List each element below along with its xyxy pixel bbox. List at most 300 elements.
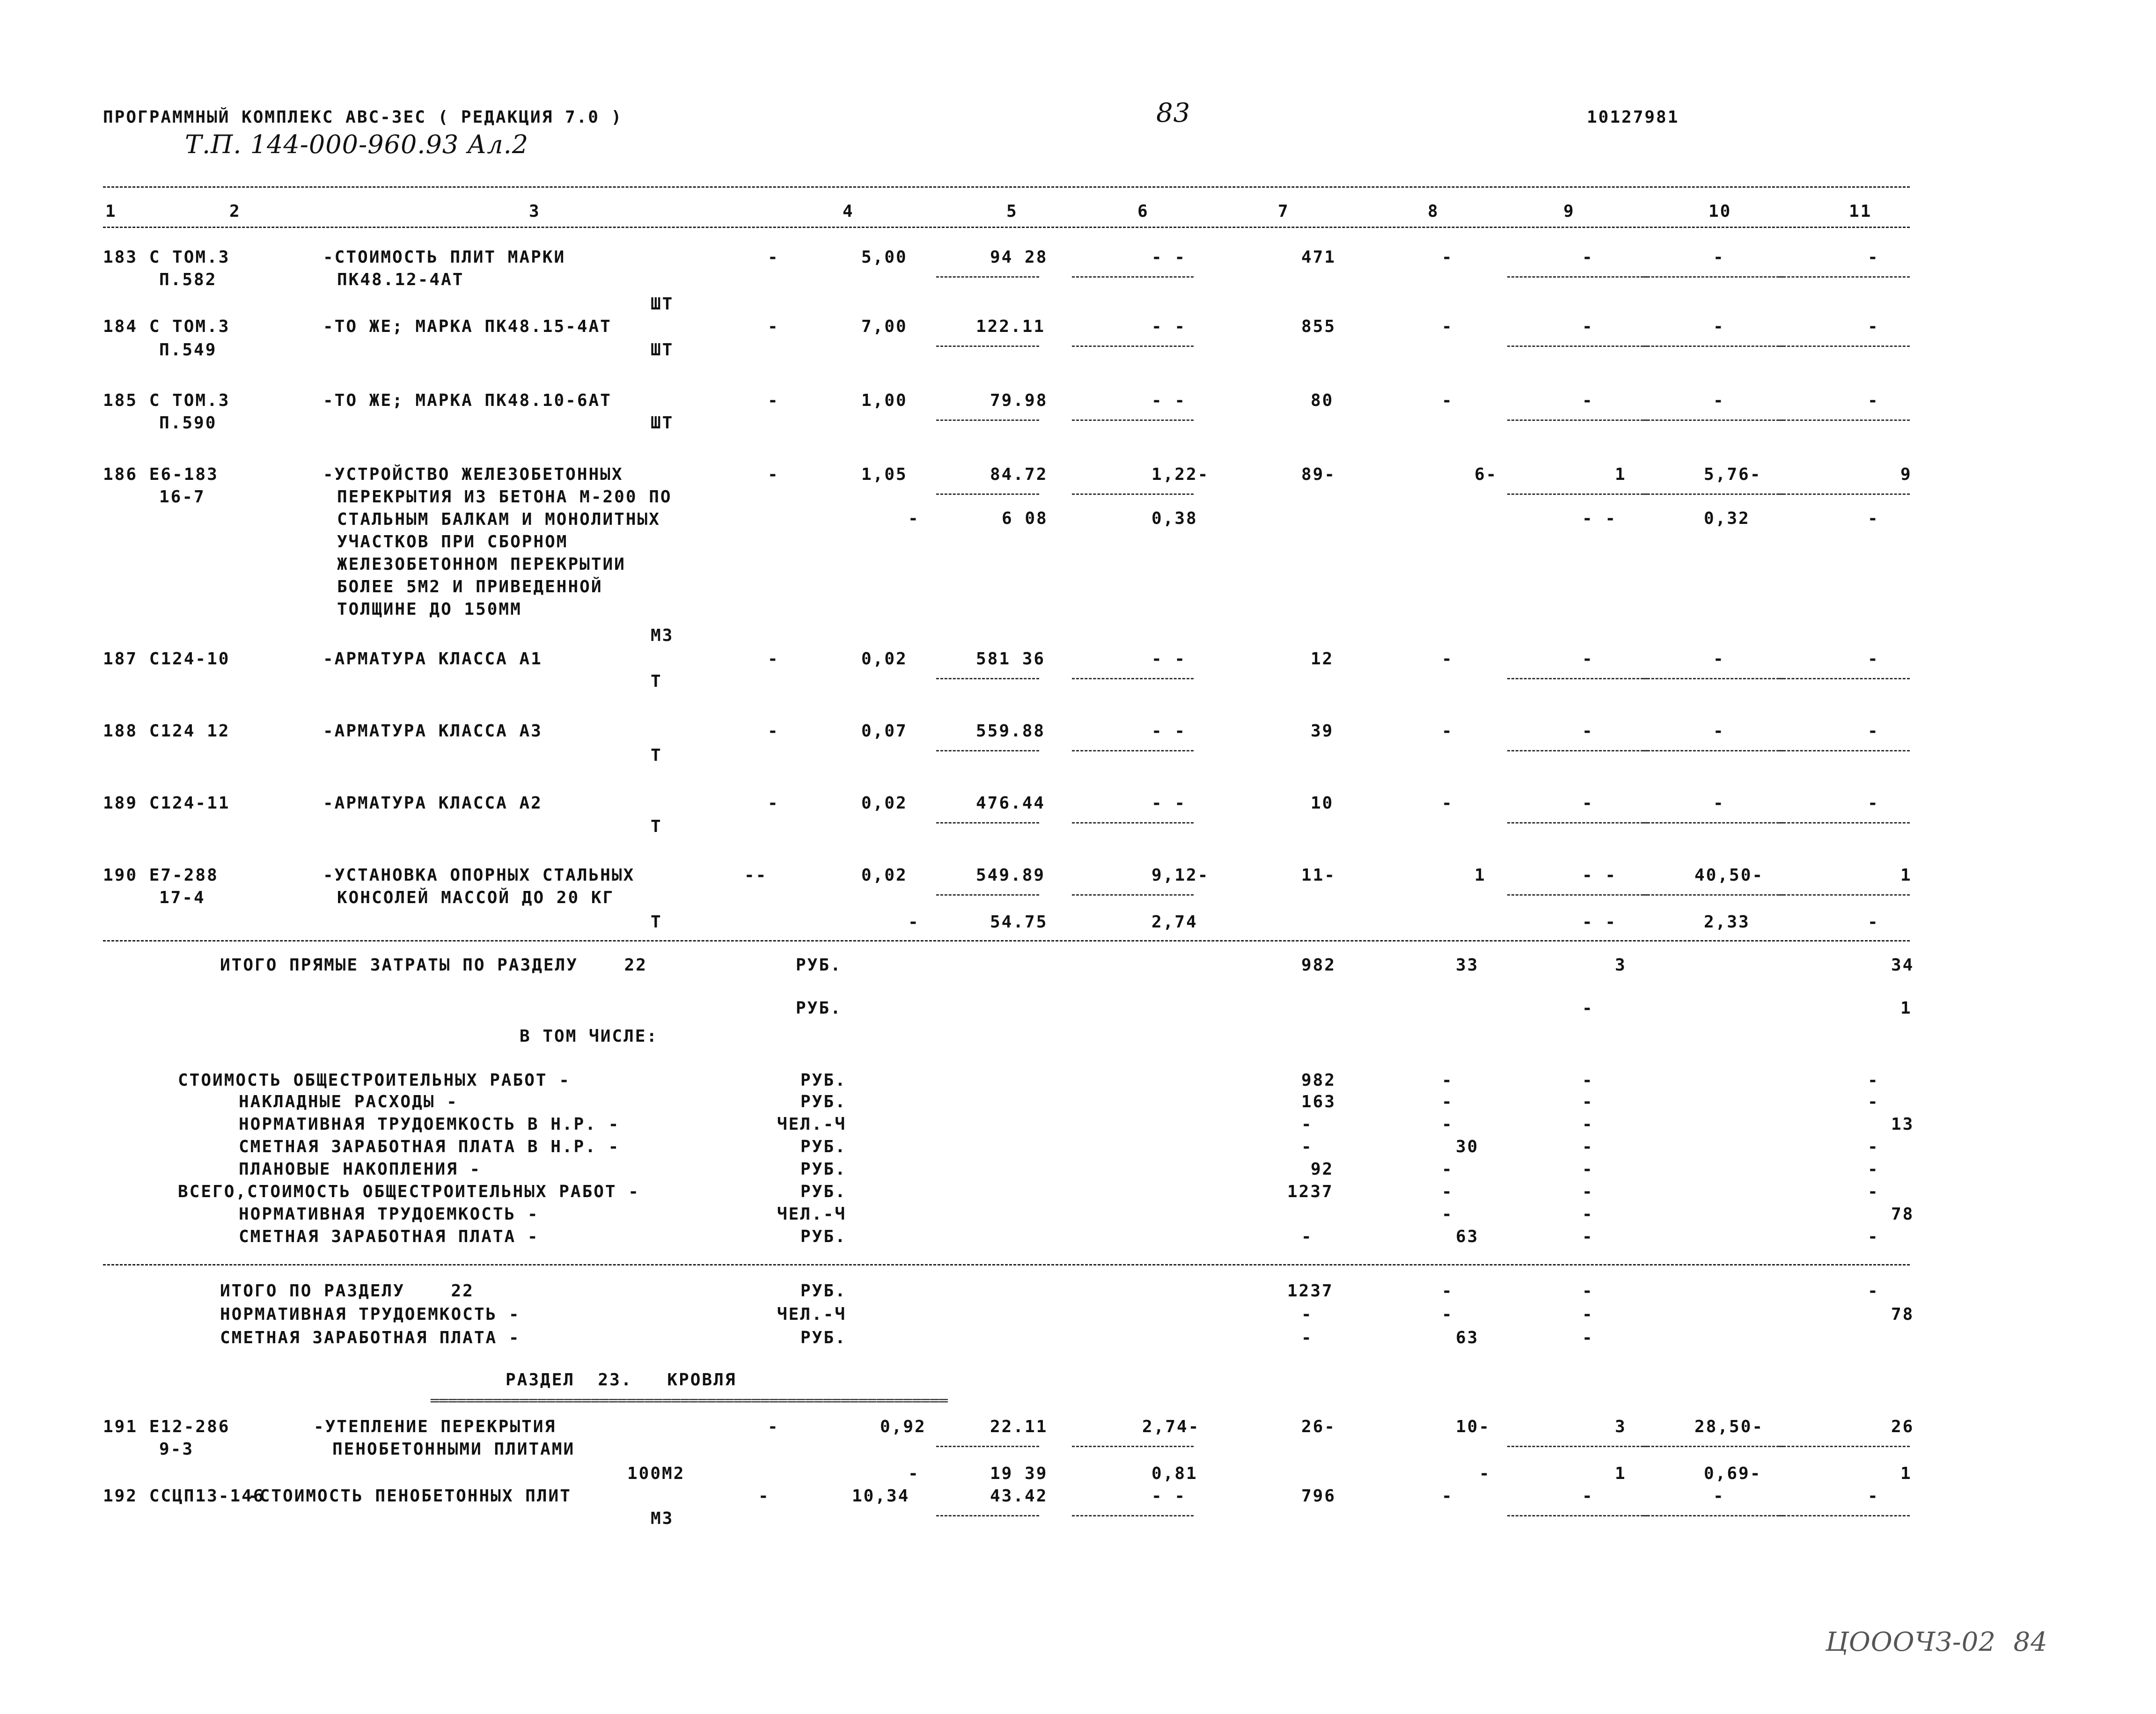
table-cell: -	[768, 1417, 779, 1436]
table-cell: -	[1713, 649, 1725, 669]
cell-divider	[936, 493, 1039, 495]
summary-cell: -	[1301, 1115, 1313, 1134]
cell-divider	[1643, 678, 1783, 679]
cell-divider	[936, 1515, 1039, 1516]
table-cell: 185 С ТОМ.3	[103, 391, 230, 410]
summary-cell: ЧЕЛ.-Ч	[777, 1115, 847, 1134]
table-cell: 100М2	[627, 1464, 685, 1483]
table-cell: КОНСОЛЕЙ МАССОЙ ДО 20 КГ	[337, 888, 615, 907]
table-cell: -	[1582, 317, 1594, 336]
summary-cell: 33	[1456, 956, 1479, 975]
table-cell: 191 Е12-286	[103, 1417, 230, 1436]
table-cell: 183 С ТОМ.3	[103, 248, 230, 267]
summary-cell: НАКЛАДНЫЕ РАСХОДЫ -	[239, 1092, 458, 1111]
summary-cell: -	[1442, 1160, 1453, 1179]
summary-cell: -	[1868, 1182, 1879, 1201]
table-cell: П.582	[159, 270, 217, 289]
table-cell: -	[758, 1486, 770, 1506]
table-cell: -	[1442, 248, 1453, 267]
summary-cell: НОРМАТИВНАЯ ТРУДОЕМКОСТЬ В Н.Р. -	[239, 1115, 620, 1134]
cell-divider	[1507, 419, 1648, 421]
summary-cell: -	[1442, 1071, 1453, 1090]
column-header: 11	[1849, 202, 1872, 221]
table-cell: -	[1868, 721, 1879, 741]
table-cell: 184 С ТОМ.3	[103, 317, 230, 336]
table-cell: -	[1868, 509, 1879, 528]
table-cell: 6-	[1474, 465, 1498, 484]
table-cell: -СТОИМОСТЬ ПЕНОБЕТОННЫХ ПЛИТ	[248, 1486, 572, 1506]
summary-cell: 13	[1891, 1115, 1914, 1134]
table-cell: -	[1582, 649, 1594, 669]
table-cell: - -	[1582, 509, 1617, 528]
table-cell: ШТ	[651, 413, 674, 433]
table-cell: 12	[1311, 649, 1334, 669]
table-cell: 3	[1615, 1417, 1627, 1436]
summary-cell: РУБ.	[800, 1137, 847, 1156]
table-cell: 1	[1474, 866, 1486, 885]
summary-cell: -	[1582, 1071, 1594, 1090]
table-cell: 2,74-	[1142, 1417, 1200, 1436]
summary-cell: -	[1442, 1115, 1453, 1134]
summary-cell: 1237	[1287, 1281, 1334, 1301]
summary-cell: -	[1582, 1092, 1594, 1111]
summary-cell: -	[1868, 1071, 1879, 1090]
summary-cell: РУБ.	[800, 1071, 847, 1090]
cell-divider	[1072, 419, 1194, 421]
table-cell: -	[1713, 1486, 1725, 1506]
section-underline: ══════════════════════════════════════════════════════════	[431, 1393, 948, 1409]
summary-cell: СТОИМОСТЬ ОБЩЕСТРОИТЕЛЬНЫХ РАБОТ -	[178, 1071, 571, 1090]
column-header: 2	[229, 202, 241, 221]
cell-divider	[1072, 1515, 1194, 1516]
table-cell: 26	[1891, 1417, 1914, 1436]
cell-divider	[936, 822, 1039, 824]
table-cell: 476.44	[976, 794, 1046, 813]
table-cell: -АРМАТУРА КЛАССА А3	[323, 721, 543, 741]
summary-cell: НОРМАТИВНАЯ ТРУДОЕМКОСТЬ -	[239, 1205, 539, 1224]
table-cell: 190 Е7-288	[103, 866, 219, 885]
table-cell: 17-4	[159, 888, 205, 907]
table-cell: -	[1582, 248, 1594, 267]
table-cell: 186 Е6-183	[103, 465, 219, 484]
summary-cell: 982	[1301, 1071, 1336, 1090]
summary-cell: -	[1301, 1305, 1313, 1324]
table-cell: -	[1582, 794, 1594, 813]
cell-divider	[1507, 1446, 1648, 1447]
table-cell: -ТО ЖЕ; МАРКА ПК48.10-6АТ	[323, 391, 612, 410]
summary-cell: РУБ.	[800, 1160, 847, 1179]
cell-divider	[1507, 750, 1648, 751]
summary-cell: РУБ.	[800, 1182, 847, 1201]
cell-divider	[1507, 1515, 1648, 1516]
table-cell: -	[1479, 1464, 1491, 1483]
summary-cell: 30	[1456, 1137, 1479, 1156]
table-cell: 187 С124-10	[103, 649, 230, 669]
table-cell: - -	[1582, 866, 1617, 885]
table-cell: 84.72	[990, 465, 1048, 484]
summary-cell: -	[1442, 1305, 1453, 1324]
table-cell: -СТОИМОСТЬ ПЛИТ МАРКИ	[323, 248, 566, 267]
summary-cell: 982	[1301, 956, 1336, 975]
column-header: 6	[1137, 202, 1149, 221]
table-cell: ПК48.12-4АТ	[337, 270, 464, 289]
summary-cell: -	[1301, 1328, 1313, 1347]
cell-divider	[936, 678, 1039, 679]
table-cell: 79.98	[990, 391, 1048, 410]
table-cell: -	[1713, 721, 1725, 741]
summary-cell: 34	[1891, 956, 1914, 975]
table-cell: -ТО ЖЕ; МАРКА ПК48.15-4АТ	[323, 317, 612, 336]
summary-cell: ИТОГО ПО РАЗДЕЛУ 22	[220, 1281, 474, 1301]
column-header: 10	[1709, 202, 1732, 221]
table-cell: -	[1713, 248, 1725, 267]
table-cell: -	[1713, 794, 1725, 813]
summary-cell: -	[1582, 1182, 1594, 1201]
cell-divider	[1779, 493, 1910, 495]
cell-divider	[1779, 750, 1910, 751]
summary-cell: РУБ.	[800, 1092, 847, 1111]
cell-divider	[1072, 822, 1194, 824]
table-cell: ТОЛЩИНЕ ДО 150ММ	[337, 600, 522, 619]
table-cell: 2,33	[1704, 912, 1750, 932]
table-cell: - -	[1151, 248, 1187, 267]
table-cell: 0,07	[861, 721, 908, 741]
table-cell: -АРМАТУРА КЛАССА А1	[323, 649, 543, 669]
summary-cell: -	[1868, 1281, 1879, 1301]
table-cell: -	[1868, 794, 1879, 813]
table-cell: 471	[1301, 248, 1336, 267]
table-cell: 0,38	[1151, 509, 1198, 528]
summary-cell: 1	[1900, 999, 1912, 1018]
table-cell: 5,76-	[1704, 465, 1762, 484]
summary-cell: 3	[1615, 956, 1627, 975]
table-cell: Т	[651, 746, 662, 765]
summary-cell: 1237	[1287, 1182, 1334, 1201]
table-cell: П.590	[159, 413, 217, 433]
summary-cell: СМЕТНАЯ ЗАРАБОТНАЯ ПЛАТА -	[220, 1328, 521, 1347]
summary-cell: -	[1301, 1227, 1313, 1246]
table-cell: 19 39	[990, 1464, 1048, 1483]
table-cell: - -	[1151, 649, 1187, 669]
table-cell: 192 ССЦП13-146	[103, 1486, 265, 1506]
table-cell: 9,12-	[1151, 866, 1210, 885]
cell-divider	[1779, 419, 1910, 421]
table-cell: БОЛЕЕ 5М2 И ПРИВЕДЕННОЙ	[337, 577, 603, 596]
summary-cell: -	[1582, 1281, 1594, 1301]
summary-cell: -	[1582, 1160, 1594, 1179]
table-cell: -УСТРОЙСТВО ЖЕЛЕЗОБЕТОННЫХ	[323, 465, 623, 484]
table-cell: Т	[651, 817, 662, 836]
cell-divider	[1779, 1446, 1910, 1447]
cell-divider	[1643, 419, 1783, 421]
summary-cell: -	[1582, 999, 1594, 1018]
table-cell: 1	[1615, 1464, 1627, 1483]
cell-divider	[1643, 750, 1783, 751]
table-cell: 581 36	[976, 649, 1046, 669]
column-header: 9	[1563, 202, 1575, 221]
table-cell: ШТ	[651, 340, 674, 360]
summary-cell: РУБ.	[800, 1281, 847, 1301]
summary-cell: -	[1442, 1205, 1453, 1224]
table-cell: 40,50-	[1694, 866, 1764, 885]
table-cell: 1	[1615, 465, 1627, 484]
table-cell: М3	[651, 1509, 674, 1528]
summary-cell: -	[1582, 1137, 1594, 1156]
table-cell: 54.75	[990, 912, 1048, 932]
totals-rule	[103, 940, 1910, 942]
summary-cell: -	[1582, 1205, 1594, 1224]
project-number: Т.П. 144-000-960.93 Ал.2	[185, 130, 529, 159]
cell-divider	[1072, 750, 1194, 751]
cell-divider	[1643, 1446, 1783, 1447]
table-cell: 1,00	[861, 391, 908, 410]
page-number: 83	[1156, 98, 1191, 128]
section-title: РАЗДЕЛ 23. КРОВЛЯ	[506, 1370, 737, 1390]
table-cell: -	[1582, 721, 1594, 741]
table-cell: 189 С124-11	[103, 794, 230, 813]
cell-divider	[1643, 346, 1783, 347]
table-cell: 6 08	[1002, 509, 1048, 528]
table-cell: - -	[1151, 794, 1187, 813]
table-cell: -	[768, 391, 779, 410]
table-cell: 10-	[1456, 1417, 1491, 1436]
table-cell: -УТЕПЛЕНИЕ ПЕРЕКРЫТИЯ	[314, 1417, 557, 1436]
summary-cell: РУБ.	[800, 1328, 847, 1347]
table-cell: 1	[1900, 866, 1912, 885]
table-cell: -	[1868, 912, 1879, 932]
cell-divider	[1072, 493, 1194, 495]
table-cell: -	[768, 649, 779, 669]
summary-cell: -	[1582, 1305, 1594, 1324]
summary-cell: 63	[1456, 1227, 1479, 1246]
cell-divider	[1779, 346, 1910, 347]
table-cell: -	[908, 912, 920, 932]
table-cell: -УСТАНОВКА ОПОРНЫХ СТАЛЬНЫХ	[323, 866, 635, 885]
cell-divider	[1643, 1515, 1783, 1516]
table-cell: 10,34	[852, 1486, 910, 1506]
summary-cell: РУБ.	[796, 956, 842, 975]
table-cell: 1,05	[861, 465, 908, 484]
summary-cell: НОРМАТИВНАЯ ТРУДОЕМКОСТЬ -	[220, 1305, 521, 1324]
column-header: 7	[1278, 202, 1290, 221]
table-cell: -	[768, 465, 779, 484]
table-top-rule	[103, 186, 1910, 188]
table-cell: -	[1868, 317, 1879, 336]
cell-divider	[936, 750, 1039, 751]
summary-cell: 63	[1456, 1328, 1479, 1347]
table-cell: -	[1442, 1486, 1453, 1506]
cell-divider	[1643, 894, 1783, 896]
column-header: 1	[105, 202, 117, 221]
cell-divider	[1507, 894, 1648, 896]
cell-divider	[1072, 894, 1194, 896]
summary-cell: -	[1301, 1137, 1313, 1156]
cell-divider	[1072, 1446, 1194, 1447]
table-cell: СТАЛЬНЫМ БАЛКАМ И МОНОЛИТНЫХ	[337, 510, 660, 529]
table-cell: 796	[1301, 1486, 1336, 1506]
cell-divider	[1507, 346, 1648, 347]
table-cell: 26-	[1301, 1417, 1336, 1436]
table-cell: 16-7	[159, 487, 205, 507]
table-cell: - -	[1151, 1486, 1187, 1506]
table-cell: -	[1868, 391, 1879, 410]
table-cell: -	[1442, 391, 1453, 410]
table-cell: 80	[1311, 391, 1334, 410]
cell-divider	[936, 1446, 1039, 1447]
table-cell: 89-	[1301, 465, 1336, 484]
summary-cell: СМЕТНАЯ ЗАРАБОТНАЯ ПЛАТА -	[239, 1227, 539, 1246]
table-cell: 0,81	[1151, 1464, 1198, 1483]
table-cell: -	[908, 1464, 920, 1483]
table-cell: ШТ	[651, 294, 674, 314]
summary-cell: -	[1442, 1092, 1453, 1111]
summary-cell: -	[1582, 1328, 1594, 1347]
table-cell: 855	[1301, 317, 1336, 336]
cell-divider	[1779, 276, 1910, 278]
summary-cell: -	[1582, 1115, 1594, 1134]
table-cell: 9	[1900, 465, 1912, 484]
table-cell: --	[744, 866, 768, 885]
cell-divider	[1072, 346, 1194, 347]
table-cell: - -	[1582, 912, 1617, 932]
summary-cell: ПЛАНОВЫЕ НАКОПЛЕНИЯ -	[239, 1160, 482, 1179]
table-cell: 22.11	[990, 1417, 1048, 1436]
cell-divider	[1779, 678, 1910, 679]
summary-cell: ВСЕГО,СТОИМОСТЬ ОБЩЕСТРОИТЕЛЬНЫХ РАБОТ -	[178, 1182, 640, 1201]
table-cell: 0,32	[1704, 509, 1750, 528]
table-cell: 7,00	[861, 317, 908, 336]
table-cell: 94 28	[990, 248, 1048, 267]
table-cell: -	[768, 317, 779, 336]
summary-cell: 92	[1311, 1160, 1334, 1179]
table-cell: 5,00	[861, 248, 908, 267]
table-cell: -	[1582, 1486, 1594, 1506]
cell-divider	[1779, 822, 1910, 824]
table-cell: -	[1713, 391, 1725, 410]
cell-divider	[936, 419, 1039, 421]
column-header: 5	[1006, 202, 1018, 221]
table-cell: -	[1442, 649, 1453, 669]
table-cell: 188 С124 12	[103, 721, 230, 741]
table-cell: ЖЕЛЕЗОБЕТОННОМ ПЕРЕКРЫТИИ	[337, 555, 626, 574]
table-cell: -	[1713, 317, 1725, 336]
table-cell: 1	[1900, 1464, 1912, 1483]
table-cell: Т	[651, 672, 662, 691]
column-header: 8	[1428, 202, 1439, 221]
table-cell: Т	[651, 912, 662, 932]
cell-divider	[1507, 493, 1648, 495]
table-cell: -	[768, 248, 779, 267]
table-cell: 43.42	[990, 1486, 1048, 1506]
cell-divider	[1779, 894, 1910, 896]
table-cell: 0,69-	[1704, 1464, 1762, 1483]
summary-cell: 78	[1891, 1205, 1914, 1224]
column-header: 4	[843, 202, 854, 221]
cell-divider	[1507, 678, 1648, 679]
table-header-rule	[103, 227, 1910, 228]
table-cell: - -	[1151, 317, 1187, 336]
table-cell: -АРМАТУРА КЛАССА А2	[323, 794, 543, 813]
table-cell: УЧАСТКОВ ПРИ СБОРНОМ	[337, 532, 568, 552]
document-code: 10127981	[1587, 108, 1679, 127]
table-cell: 549.89	[976, 866, 1046, 885]
cell-divider	[1779, 1515, 1910, 1516]
cell-divider	[936, 276, 1039, 278]
summary-cell: -	[1868, 1137, 1879, 1156]
summary-cell: РУБ.	[796, 999, 842, 1018]
table-cell: -	[1442, 317, 1453, 336]
table-cell: -	[768, 721, 779, 741]
table-cell: ПЕРЕКРЫТИЯ ИЗ БЕТОНА М-200 ПО	[337, 487, 672, 507]
summary-cell: 78	[1891, 1305, 1914, 1324]
summary-cell: СМЕТНАЯ ЗАРАБОТНАЯ ПЛАТА В Н.Р. -	[239, 1137, 620, 1156]
cell-divider	[1507, 822, 1648, 824]
table-cell: П.549	[159, 340, 217, 360]
summary-cell: -	[1868, 1160, 1879, 1179]
subtotal-rule	[103, 1264, 1910, 1265]
cell-divider	[1643, 276, 1783, 278]
table-cell: 11-	[1301, 866, 1336, 885]
archive-stamp: ЦОООЧЗ-02 84	[1826, 1627, 2048, 1657]
table-cell: 0,02	[861, 794, 908, 813]
table-cell: - -	[1151, 391, 1187, 410]
table-cell: М3	[651, 626, 674, 645]
table-cell: -	[768, 794, 779, 813]
table-cell: ПЕНОБЕТОННЫМИ ПЛИТАМИ	[332, 1440, 575, 1459]
table-cell: 39	[1311, 721, 1334, 741]
cell-divider	[936, 894, 1039, 896]
table-cell: 0,02	[861, 649, 908, 669]
summary-cell: В ТОМ ЧИСЛЕ:	[520, 1027, 659, 1046]
table-cell: 10	[1311, 794, 1334, 813]
table-cell: -	[1442, 794, 1453, 813]
cell-divider	[1643, 822, 1783, 824]
table-cell: 122.11	[976, 317, 1046, 336]
table-cell: 28,50-	[1694, 1417, 1764, 1436]
summary-cell: 163	[1301, 1092, 1336, 1111]
summary-cell: РУБ.	[800, 1227, 847, 1246]
summary-cell: -	[1442, 1281, 1453, 1301]
table-cell: 0,92	[880, 1417, 926, 1436]
summary-cell: -	[1582, 1227, 1594, 1246]
table-cell: -	[1442, 721, 1453, 741]
cell-divider	[1072, 276, 1194, 278]
program-title: ПРОГРАММНЫЙ КОМПЛЕКС АВС-ЗЕС ( РЕДАКЦИЯ 7.0 )	[103, 108, 623, 127]
table-cell: -	[1582, 391, 1594, 410]
cell-divider	[1643, 493, 1783, 495]
table-cell: -	[1868, 649, 1879, 669]
summary-cell: ЧЕЛ.-Ч	[777, 1205, 847, 1224]
table-cell: 0,02	[861, 866, 908, 885]
table-cell: -	[908, 509, 920, 528]
column-header: 3	[529, 202, 541, 221]
cell-divider	[936, 346, 1039, 347]
summary-cell: -	[1868, 1092, 1879, 1111]
table-cell: -	[1868, 1486, 1879, 1506]
table-cell: 1,22-	[1151, 465, 1210, 484]
table-cell: 559.88	[976, 721, 1046, 741]
summary-cell: -	[1868, 1227, 1879, 1246]
table-cell: 9-3	[159, 1440, 194, 1459]
table-cell: 2,74	[1151, 912, 1198, 932]
cell-divider	[1507, 276, 1648, 278]
summary-cell: ЧЕЛ.-Ч	[777, 1305, 847, 1324]
summary-cell: ИТОГО ПРЯМЫЕ ЗАТРАТЫ ПО РАЗДЕЛУ 22	[220, 956, 647, 975]
table-cell: - -	[1151, 721, 1187, 741]
table-cell: -	[1868, 248, 1879, 267]
cell-divider	[1072, 678, 1194, 679]
summary-cell: -	[1442, 1182, 1453, 1201]
